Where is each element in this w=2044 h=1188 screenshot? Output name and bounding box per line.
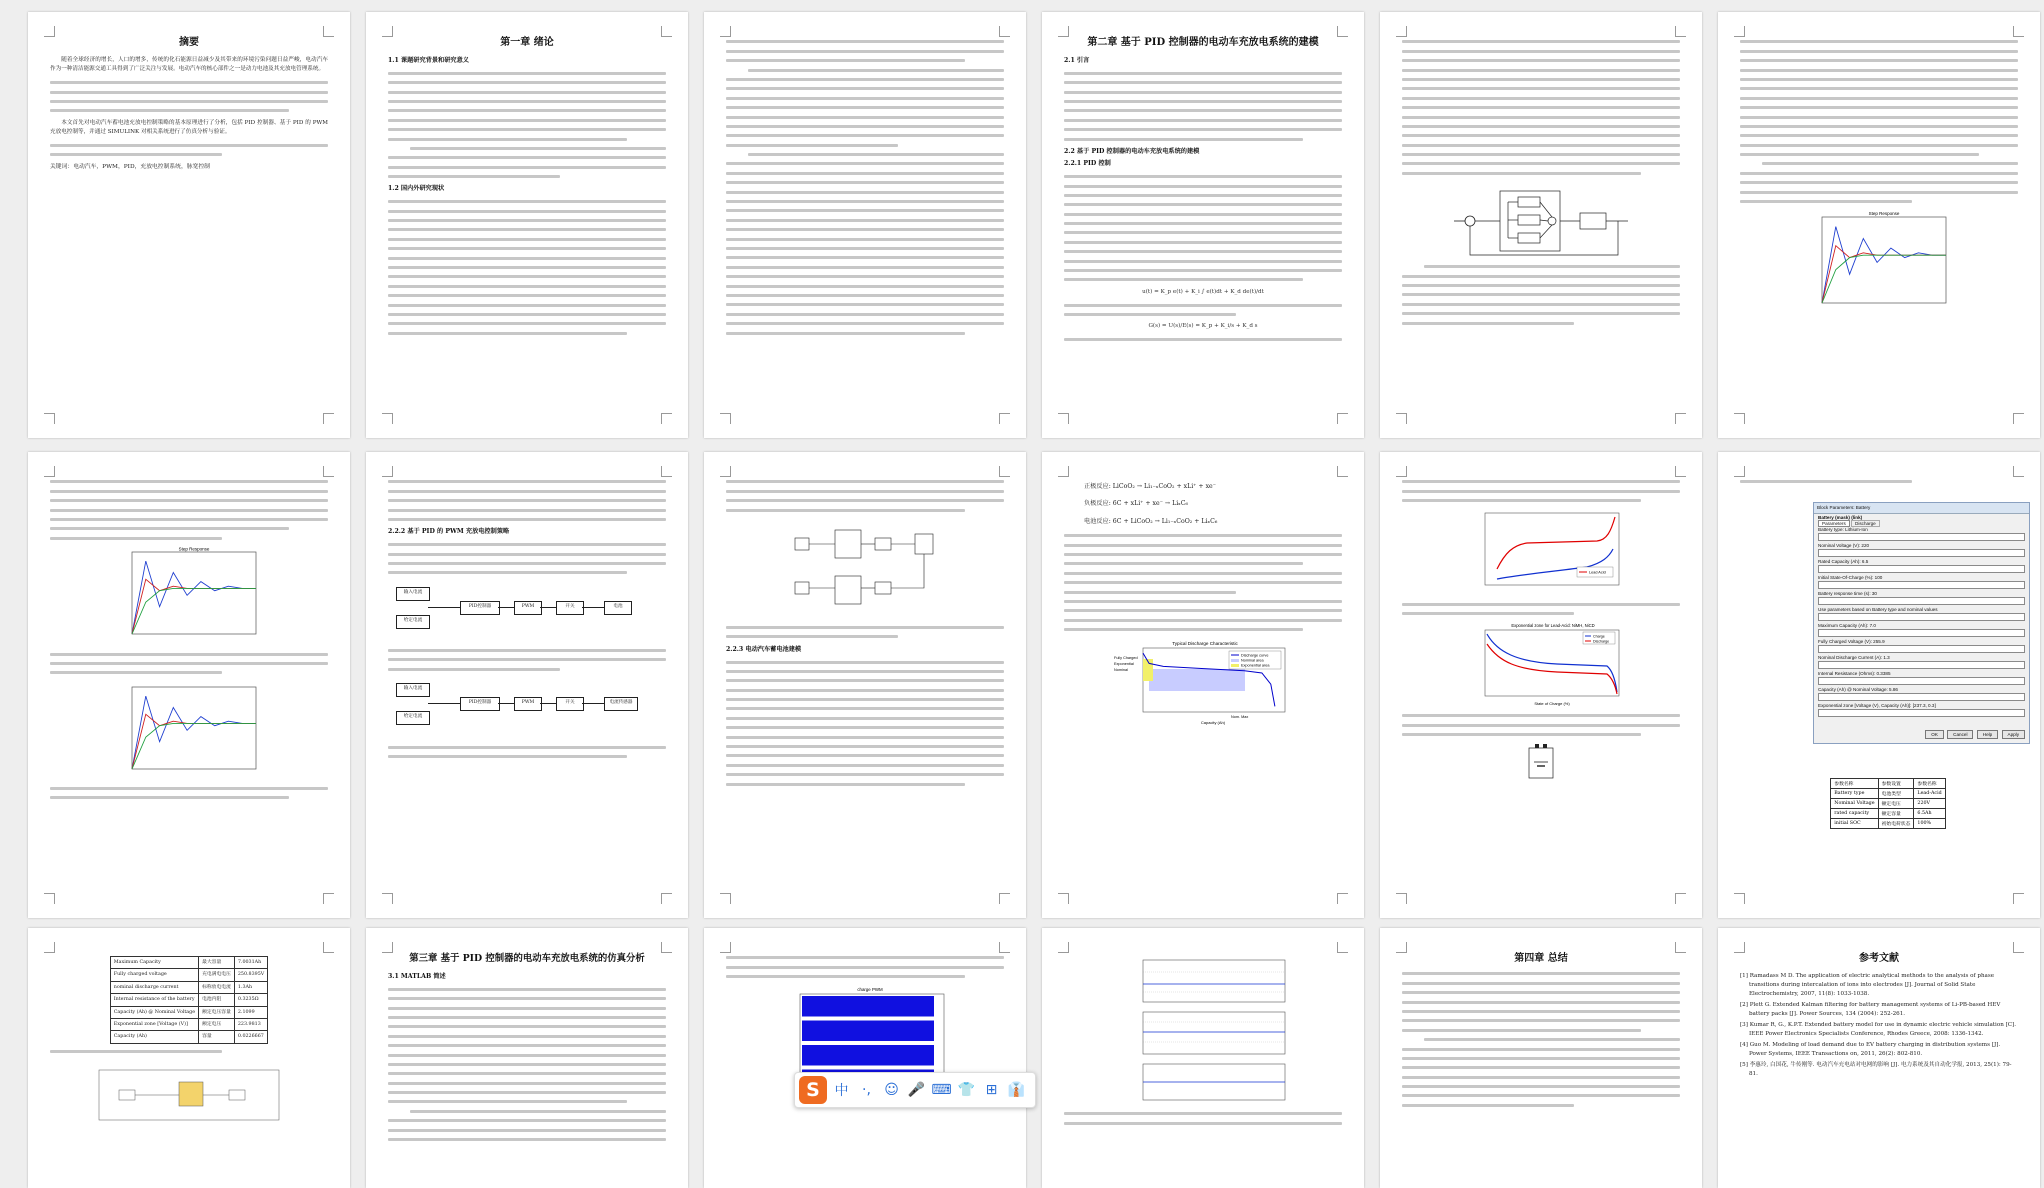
lead-acid-figure	[1457, 509, 1625, 597]
table-cell: 额定容量	[1878, 809, 1914, 819]
charge-block-diagram	[392, 581, 662, 643]
table-row	[110, 969, 267, 981]
table-cell: 额定电压容量	[199, 1006, 235, 1018]
legend-discharge-2: Discharge	[1593, 639, 1610, 644]
dialog-fields	[1814, 527, 2029, 717]
table-cell: 223.9813	[234, 1019, 267, 1031]
page-pid-response[interactable]	[1718, 12, 2040, 438]
table-row	[110, 1006, 267, 1018]
legend-charge: Charge	[1593, 634, 1605, 639]
pwm-bar	[802, 1020, 934, 1041]
references-list	[1740, 972, 2018, 1079]
dialog-field-input[interactable]	[1818, 645, 2025, 653]
table-cell: 1.3Ah	[234, 981, 267, 993]
table-cell: 6.5Ah	[1914, 809, 1945, 819]
page-battery-params[interactable]	[1718, 452, 2040, 918]
ime-toolbox-icon[interactable]: ⊞	[985, 1082, 998, 1098]
circuit-diagram	[89, 1060, 289, 1130]
table-row	[110, 994, 267, 1006]
legend-lead-acid: Lead Acid	[1589, 570, 1606, 575]
dialog-tabs[interactable]	[1818, 521, 2025, 526]
block-parameters-dialog[interactable]	[1813, 502, 2030, 744]
table-cell: 250.8395V	[234, 969, 267, 981]
reference-item: [2] Plett G. Extended Kalman filtering for battery management systems of Li-PB-based HEV battery packs [J]. Power Sources, 134 (2004): 252-261.	[1740, 1002, 2001, 1017]
cancel-button[interactable]: Cancel	[1947, 730, 1973, 739]
eq-negative: 负极反应: 6C + xLi⁺ + xe⁻ → LiₓC₆	[1084, 500, 1189, 508]
block-battery: 电池	[604, 601, 632, 615]
table-row	[110, 1031, 267, 1043]
page-battery-model[interactable]	[704, 452, 1026, 918]
reference-item: [4] Guo M. Modeling of load demand due to EV battery charging in distribution systems [J]. Power Systems, IEEE Transactions on, 2011, 26(2): 802-810.	[1740, 1042, 2001, 1057]
table-cell: Battery type	[1831, 789, 1878, 799]
ime-settings-icon[interactable]: 👔	[1007, 1082, 1026, 1098]
table-row	[1831, 809, 1945, 819]
abstract-para2: 本文首先对电动汽车蓄电池充放电控制策略的基本原理进行了分析，包括 PID 控制器、基于 PID 的 PWM 充放电控制等，并通过 SIMULINK 对相关系统进行了仿真分析与验证。	[50, 119, 328, 136]
dialog-field-label: Nominal Voltage (V): 220	[1818, 543, 1870, 548]
page-abstract[interactable]	[28, 12, 350, 438]
help-button[interactable]: Help	[1977, 730, 1998, 739]
dialog-field-input[interactable]	[1818, 661, 2025, 669]
reference-item: [3] Kumar R, G., K.P.T. Extended battery model for use in dynamic electric vehicle simulation [C]. IEEE Power Electronics Specialists Conference, Rhodes Greece, 2008: 1336-1342.	[1740, 1022, 2017, 1037]
table-row	[1831, 819, 1945, 829]
block-pid: PID控制器	[460, 601, 500, 615]
table-cell: Maximum Capacity	[110, 957, 198, 969]
table-cell: 最大容量	[199, 957, 235, 969]
ime-voice-icon[interactable]: 🎤	[907, 1082, 926, 1098]
ch1-section2: 1.2 国内外研究现状	[388, 185, 445, 193]
dialog-field-input[interactable]	[1818, 629, 2025, 637]
discharge-block-diagram	[392, 677, 662, 739]
legend-exponential: Exponential area	[1241, 663, 1270, 668]
dialog-field-input[interactable]	[1818, 581, 2025, 589]
dialog-field-label: Capacity (Ah) @ Nominal Voltage: 5.86	[1818, 687, 1898, 692]
legend-nominal: Nominal area	[1241, 658, 1264, 663]
table-cell: initial SOC	[1831, 819, 1878, 829]
block-pwm: PWM	[514, 601, 542, 615]
nominal-area	[1149, 669, 1245, 691]
ch4-title: 第四章 总结	[1514, 953, 1568, 964]
ch1-section1: 1.1 课题研究背景和研究意义	[388, 57, 469, 64]
discharge-xlabel: Capacity (Ah)	[1200, 720, 1226, 726]
table-cell: Lead-Acid	[1914, 789, 1945, 799]
ime-chinese-mode-button[interactable]: 中	[834, 1083, 849, 1099]
table-header-cell: 参数名称	[1831, 779, 1878, 789]
table-cell: Exponential zone [Voltage (V)]	[110, 1019, 198, 1031]
refs-title: 参考文献	[1859, 953, 1899, 964]
exponential-zone-figure	[1457, 622, 1625, 708]
table-cell: Nominal Voltage	[1831, 799, 1878, 809]
ime-punctuation-button[interactable]: ·,	[862, 1082, 871, 1098]
table-cell: 7.0031Ah	[234, 957, 267, 969]
ime-keyboard-icon[interactable]: ⌨	[931, 1082, 952, 1098]
table-cell: 额定电压	[1878, 799, 1914, 809]
dialog-tab-discharge[interactable]: Discharge	[1851, 520, 1880, 527]
page-references[interactable]	[1718, 928, 2040, 1188]
ch1-title: 第一章 绪论	[500, 37, 554, 48]
table-row	[110, 981, 267, 993]
page-params-table-2[interactable]	[28, 928, 350, 1188]
ch2-title: 第二章 基于 PID 控制器的电动车充放电系统的建模	[1087, 37, 1319, 48]
eq-positive: 正极反应: LiCoO₂ → Li₁₋ₓCoO₂ + xLi⁺ + xe⁻	[1084, 483, 1216, 490]
dialog-field-input[interactable]	[1818, 533, 2025, 541]
block-switch-2: 开关	[556, 697, 584, 711]
abstract-keywords: 关键词：电动汽车，PWM，PID，充放电控制系统，脉宽控制	[50, 163, 210, 170]
reference-item: [5] 李惠玲, 白国花, 牛传刚等. 电动汽车充电站对电网的影响 [J]. 电力系统及其自动化学报, 2013, 25(1): 79-81.	[1740, 1062, 2012, 1077]
ch2-section1: 2.1 引言	[1064, 57, 1090, 64]
dialog-field-input[interactable]	[1818, 549, 2025, 557]
pwm-bar	[802, 1045, 934, 1066]
block-switch: 开关	[556, 601, 584, 615]
dialog-field-input[interactable]	[1818, 709, 2025, 717]
page-pid-tuning[interactable]	[28, 452, 350, 918]
ime-logo-icon[interactable]: S	[799, 1076, 827, 1104]
dialog-tab-parameters[interactable]: Parameters	[1818, 520, 1850, 527]
dialog-field-label: Maximum Capacity (Ah): 7.0	[1818, 623, 1876, 628]
dialog-field-input[interactable]	[1818, 565, 2025, 573]
table-cell: 容量	[199, 1031, 235, 1043]
dialog-field-input[interactable]	[1818, 677, 2025, 685]
exp-zone-title: Exponential zone for Lead-Acid: NiMH, NiCD	[1511, 622, 1595, 628]
step-response-title-2: Step Response	[178, 546, 210, 552]
dialog-field-input[interactable]	[1818, 693, 2025, 701]
page-lead-acid[interactable]	[1380, 452, 1702, 918]
dialog-field-label: Nominal Discharge Current (A): 1.3	[1818, 655, 1890, 660]
dialog-field-label: Exponential zone [Voltage (V), Capacity (Ah)]: [237.3, 0.3]	[1818, 703, 1936, 708]
ime-emoji-button[interactable]: ☺	[884, 1082, 899, 1098]
ok-button[interactable]: OK	[1925, 730, 1944, 739]
battery-block-icon	[1521, 742, 1561, 788]
step-response-figure-1	[1804, 209, 1954, 317]
dialog-field-input[interactable]	[1818, 597, 2025, 605]
table-row	[110, 1019, 267, 1031]
page-battery-equations[interactable]	[1042, 452, 1364, 918]
dialog-field-label: Use parameters based on Battery type and nominal values	[1818, 607, 1938, 612]
dialog-field-label: Battery response time (s): 30	[1818, 591, 1877, 596]
dialog-field-label: Initial State-Of-Charge (%): 100	[1818, 575, 1883, 580]
table-cell: nominal discharge current	[110, 981, 198, 993]
block-input: 输入电流	[396, 587, 430, 601]
page-ch2[interactable]	[1042, 12, 1364, 438]
ch2-section23: 2.2.3 电动汽车蓄电池建模	[726, 645, 802, 653]
table-cell: 100%	[1914, 819, 1945, 829]
label-nom-max: Nom. Max	[1231, 715, 1249, 720]
page-pwm-strategy[interactable]	[366, 452, 688, 918]
block-pid-2: PID控制器	[460, 697, 500, 711]
pwm-bar	[802, 996, 934, 1017]
table-cell: 0.3235Ω	[234, 994, 267, 1006]
apply-button[interactable]: Apply	[2002, 730, 2026, 739]
table-cell: rated capacity	[1831, 809, 1878, 819]
dialog-field-input[interactable]	[1818, 613, 2025, 621]
discharge-title: Typical Discharge Characteristic	[1172, 641, 1238, 647]
eq-transfer: G(s) = U(s)/E(s) = K_p + K_i/s + K_d s	[1148, 323, 1258, 330]
dialog-field-label: Battery type: Lithium-Ion	[1818, 527, 1868, 532]
table-cell: 220V	[1914, 799, 1945, 809]
dialog-field-label: Fully Charged Voltage (V): 255.9	[1818, 639, 1885, 644]
ime-skin-icon[interactable]: 👕	[957, 1082, 976, 1098]
table-row	[1831, 799, 1945, 809]
page-sim-waveforms[interactable]	[1042, 928, 1364, 1188]
table-cell: 初始电荷状态	[1878, 819, 1914, 829]
pid-block-diagram	[1452, 183, 1630, 259]
page-ch1[interactable]	[366, 12, 688, 438]
table-cell: 2.1099	[234, 1006, 267, 1018]
table-header-cell: 参数设置	[1878, 779, 1914, 789]
battery-params-table-2	[110, 956, 268, 1044]
table-cell: Capacity (Ah)	[110, 1031, 198, 1043]
reference-item: [1] Ramadass M D. The application of electric analytical methods to the analysis of phase transitions during intercalation of ions into electrodes [J]. Journal of Solid State Electrochemistry, 2007, 11(8): 1033-1038.	[1740, 973, 1995, 997]
label-nominal: Nominal	[1114, 668, 1128, 673]
legend-discharge: Discharge curve	[1241, 653, 1269, 658]
page-ch3[interactable]	[366, 928, 688, 1188]
page-ch1-cont[interactable]	[704, 12, 1026, 438]
table-cell: 0.0226667	[234, 1031, 267, 1043]
abstract-title: 摘要	[179, 37, 199, 48]
label-exponential: Exponential	[1114, 662, 1134, 667]
table-header-cell: 参数名称	[1914, 779, 1945, 789]
eq-total: 电池反应: 6C + LiCoO₂ → Li₁₋ₓCoO₂ + LiₓC₆	[1084, 517, 1218, 525]
block-ref: 给定电流	[396, 615, 430, 629]
step-response-figure-2	[114, 546, 264, 646]
table-cell: 电池类型	[1878, 789, 1914, 799]
table-cell: Fully charged voltage	[110, 969, 198, 981]
ch3-section1: 3.1 MATLAB 简述	[388, 973, 446, 980]
step-response-figure-3	[114, 681, 264, 781]
page-pwm-results[interactable]	[704, 928, 1026, 1188]
dialog-field-label: Internal Resistance (Ohms): 0.3385	[1818, 671, 1891, 676]
block-pwm-2: PWM	[514, 697, 542, 711]
charge-pwm-title: charge PWM	[857, 986, 883, 992]
battery-params-table	[1830, 778, 1945, 829]
simulation-waveforms	[1113, 956, 1293, 1106]
dialog-field-label: Rated Capacity (Ah): 6.5	[1818, 559, 1869, 564]
step-response-title-1: Step Response	[1868, 211, 1900, 217]
page-pid-diagram[interactable]	[1380, 12, 1702, 438]
abstract-para1: 随着全球经济的增长，人口的增多，传统的化石能源日益减少及其带来的环境污染问题日益严峻，电动汽车作为一种清洁能源交通工具得到了广泛关注与发展。电动汽车的核心部件之一是动力电池及其充放电管理系统。	[50, 57, 328, 73]
label-fully-charged: Fully Charged	[1114, 656, 1138, 661]
block-ref-2: 给定电流	[396, 711, 430, 725]
block-sensor: 电流传感器	[604, 697, 638, 711]
table-cell: Capacity (Ah) @ Nominal Voltage	[110, 1006, 198, 1018]
table-cell: 标称放电电流	[199, 981, 235, 993]
table-cell: 充电满电电压	[199, 969, 235, 981]
ch3-title: 第三章 基于 PID 控制器的电动车充放电系统的仿真分析	[409, 953, 645, 964]
table-row	[1831, 789, 1945, 799]
eq-pid: u(t) = K_p e(t) + K_i ∫ e(t)dt + K_d de(t)/dt	[1142, 288, 1264, 295]
table-row	[110, 957, 267, 969]
page-ch4[interactable]	[1380, 928, 1702, 1188]
exp-zone-xlabel: State of Charge (%)	[1534, 700, 1570, 706]
dialog-titlebar[interactable]: Block Parameters: Battery	[1814, 503, 2029, 514]
dialog-section: Battery (mask) (link)	[1818, 515, 1863, 520]
ch2-section21: 2.2.1 PID 控制	[1064, 160, 1111, 168]
table-cell: 电池内阻	[199, 994, 235, 1006]
ime-toolbar[interactable]	[794, 1072, 1036, 1108]
block-input-2: 输入电流	[396, 683, 430, 697]
simulink-pwm-model	[775, 520, 955, 620]
table-cell: Internal resistance of the battery	[110, 994, 198, 1006]
dialog-buttons	[1923, 730, 2025, 739]
ch2-section2: 2.2 基于 PID 控制器的电动车充放电系统的建模	[1064, 147, 1200, 155]
discharge-characteristic-figure	[1113, 639, 1293, 725]
table-cell: 额定电压	[199, 1019, 235, 1031]
ch2-section22: 2.2.2 基于 PID 的 PWM 充放电控制策略	[388, 528, 510, 536]
